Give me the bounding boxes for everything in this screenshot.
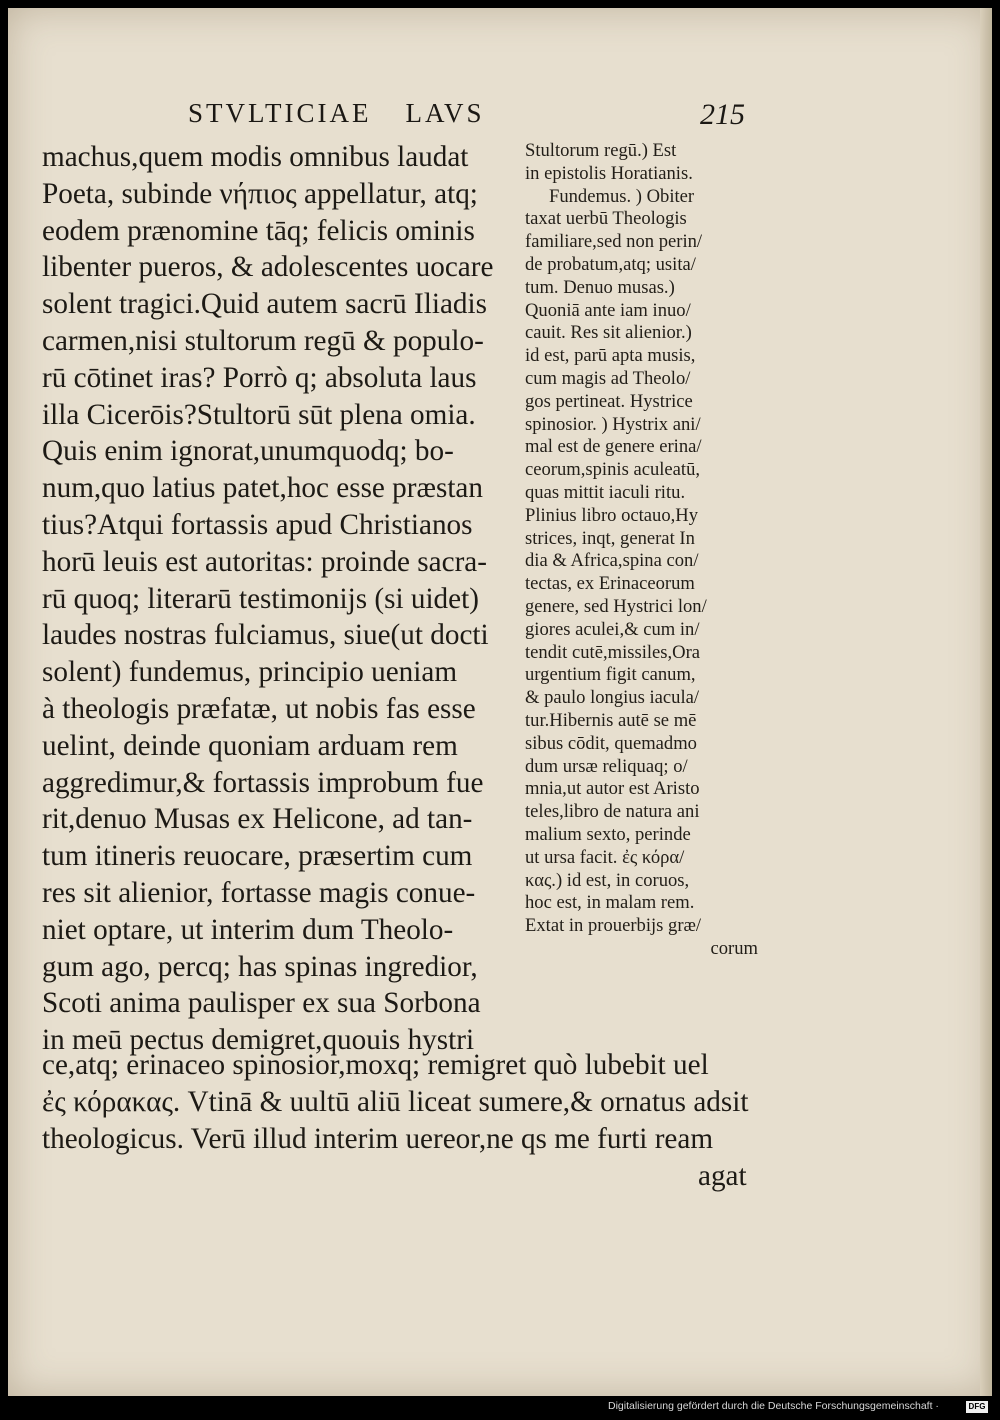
side-note-line: quas mittit iaculi ritu. <box>525 481 686 503</box>
side-note-line: Fundemus. ) Obiter <box>549 185 695 207</box>
side-note-line: tur.Hibernis autē se mē <box>525 709 697 731</box>
main-text-line: Quis enim ignorat,unumquodq; bo- <box>42 435 454 468</box>
full-width-line: ce,atq; erinaceo spinosior,moxq; remigret quò lubebit uel <box>42 1049 709 1081</box>
main-text-line: rit,denuo Musas ex Helicone, ad tan- <box>42 803 473 836</box>
main-text-line: tum itineris reuocare, præsertim cum <box>42 840 473 873</box>
catchword: agat <box>698 1160 747 1192</box>
side-note-line: κας.) id est, in coruos, <box>525 869 690 891</box>
full-width-text <box>42 1047 762 1158</box>
main-text-line: gum ago, percq; has spinas ingredior, <box>42 950 478 983</box>
main-text-line: aggredimur,& fortassis improbum fue <box>42 766 484 799</box>
side-note-line: dia & Africa,spina con/ <box>525 550 699 572</box>
side-note-line: Plinius libro octauo,Hy <box>525 504 699 526</box>
full-width-line: ἐς κόρακας. Vtinā & uultū aliū liceat sumere,& ornatus adsit <box>42 1086 749 1118</box>
side-note-line: teles,libro de natura ani <box>525 801 700 823</box>
full-width-line: theologicus. Verū illud interim uereor,ne qs me furti ream <box>42 1123 714 1155</box>
side-note-line: mnia,ut autor est Aristo <box>525 778 700 800</box>
main-text-line: num,quo latius patet,hoc esse præstan <box>42 472 483 505</box>
main-text-line: Scoti anima paulisper ex sua Sorbona <box>42 987 481 1020</box>
main-text-line: niet optare, ut interim dum Theolo- <box>42 913 454 946</box>
side-note-line: tendit cutē,missiles,Ora <box>525 641 701 663</box>
main-text-line: in meū pectus demigret,quouis hystri <box>42 1024 475 1057</box>
side-note-line: taxat uerbū Theologis <box>525 208 687 230</box>
side-note-line: id est, parū apta musis, <box>525 345 696 367</box>
side-note-line: strices, inqt, generat In <box>525 527 695 549</box>
header-title-right: LAVS <box>405 98 485 128</box>
main-text-line: laudes nostras fulciamus, siue(ut docti <box>42 619 489 652</box>
side-note-line: familiare,sed non perin/ <box>525 231 703 253</box>
main-text-column <box>42 139 520 1059</box>
side-note-line: urgentium figit canum, <box>525 664 696 686</box>
side-note-line: corum <box>710 937 758 959</box>
page-edge <box>980 8 992 1396</box>
side-note-line: cauit. Res sit alienior.) <box>525 322 692 344</box>
marginal-notes-column <box>525 140 770 961</box>
main-text-line: Poeta, subinde νήπιος appellatur, atq; <box>42 177 478 210</box>
running-header <box>188 98 485 129</box>
main-text-line: eodem prænomine tāq; felicis ominis <box>42 214 475 247</box>
main-text-line: à theologis præfatæ, ut nobis fas esse <box>42 692 476 725</box>
header-title-left: STVLTICIAE <box>188 98 372 128</box>
main-text-line: carmen,nisi stultorum regū & populo- <box>42 324 484 357</box>
side-note-line: dum ursæ reliquaq; o/ <box>525 755 688 777</box>
main-text-line: tius?Atqui fortassis apud Christianos <box>42 508 473 541</box>
main-text-line: libenter pueros, & adolescentes uocare <box>42 251 494 284</box>
main-text-line: res sit alienior, fortasse magis conue- <box>42 876 476 909</box>
side-note-line: tum. Denuo musas.) <box>525 276 675 298</box>
main-text-line: horū leuis est autoritas: proinde sacra- <box>42 545 487 578</box>
dfg-logo: DFG <box>966 1401 988 1413</box>
side-note-line: giores aculei,& cum in/ <box>525 618 700 640</box>
side-note-line: cum magis ad Theolo/ <box>525 367 691 389</box>
side-note-line: sibus cōdit, quemadmo <box>525 732 697 754</box>
side-note-line: hoc est, in malam rem. <box>525 892 695 914</box>
side-note-line: & paulo longius iacula/ <box>525 687 700 709</box>
side-note-line: Stultorum regū.) Est <box>525 140 677 161</box>
main-text-line: machus,quem modis omnibus laudat <box>42 141 469 173</box>
main-text-line: uelint, deinde quoniam arduam rem <box>42 729 458 762</box>
side-note-line: Extat in prouerbijs græ/ <box>525 915 702 937</box>
digitization-credit: Digitalisierung gefördert durch die Deutsche Forschungsgemeinschaft · <box>608 1400 939 1412</box>
side-note-line: ceorum,spinis aculeatū, <box>525 459 701 481</box>
main-text-line: solent tragici.Quid autem sacrū Iliadis <box>42 288 487 321</box>
main-text-line: illa Cicerōis?Stultorū sūt plena omia. <box>42 398 476 431</box>
side-note-line: spinosior. ) Hystrix ani/ <box>525 413 701 435</box>
side-note-line: Quoniā ante iam inuo/ <box>525 299 691 321</box>
side-note-line: gos pertineat. Hystrice <box>525 390 693 412</box>
main-text-line: solent) fundemus, principio ueniam <box>42 656 458 689</box>
main-text-line: rū cōtinet iras? Porrò q; absoluta laus <box>42 361 477 394</box>
main-text-line: rū quoq; literarū testimonijs (si uidet) <box>42 582 479 615</box>
side-note-line: ut ursa facit. ἐς κόρα/ <box>525 846 685 868</box>
page-number: 215 <box>700 98 745 131</box>
side-note-line: in epistolis Horatianis. <box>525 162 693 184</box>
side-note-line: de probatum,atq; usita/ <box>525 253 696 275</box>
side-note-line: mal est de genere erina/ <box>525 436 702 458</box>
side-note-line: genere, sed Hystrici lon/ <box>525 595 707 617</box>
side-note-line: tectas, ex Erinaceorum <box>525 573 695 595</box>
side-note-line: malium sexto, perinde <box>525 823 691 845</box>
